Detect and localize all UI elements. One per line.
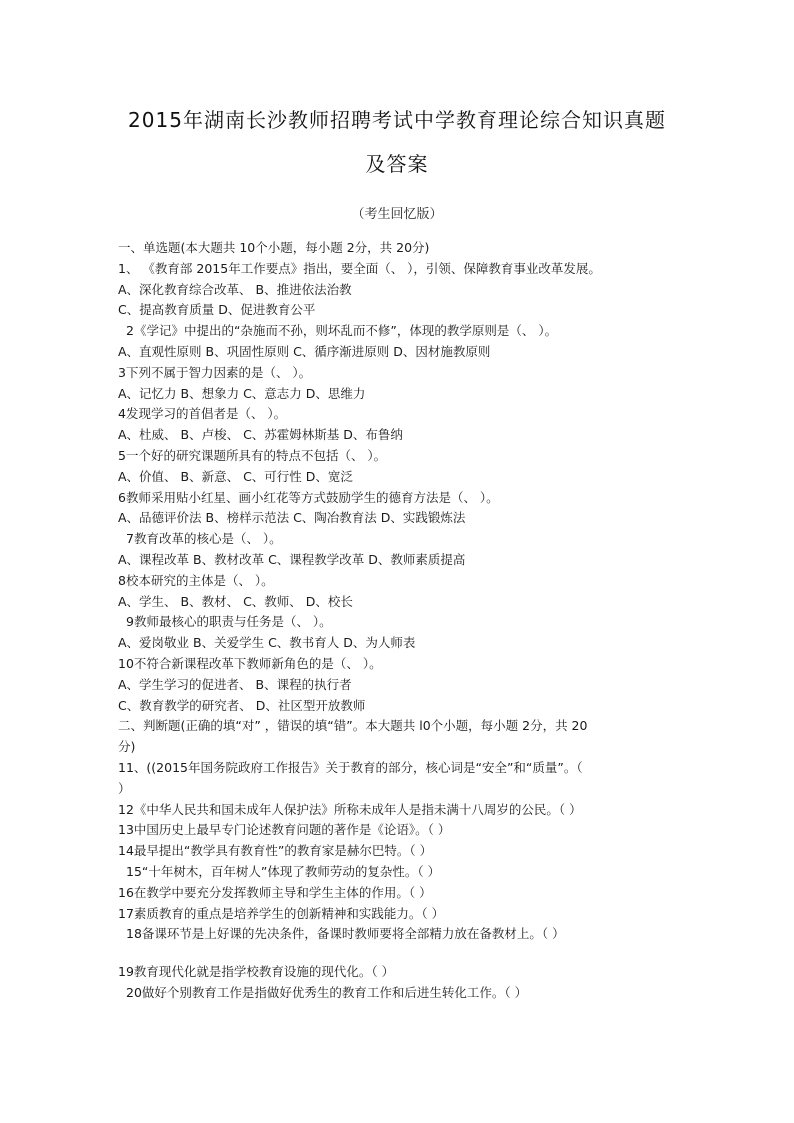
text-line: A、杜威、 B、卢梭、 C、苏霍姆林斯基 D、布鲁纳 xyxy=(118,427,403,443)
text-line: 12《中华人民共和国未成年人保护法》所称未成年人是指未满十八周岁的公民。（ ） xyxy=(118,801,582,817)
text-line: 2《学记》中提出的“杂施而不孙，则坏乱而不修”，体现的教学原则是（、 ）。 xyxy=(126,323,558,339)
text-line: A、记忆力 B、想象力 C、意志力 D、思维力 xyxy=(118,385,366,401)
text-line: 1、 《教育部 2015年工作要点》指出，要全面（、 ），引领、保障教育事业改革发展。 xyxy=(118,260,601,276)
text-line: 16在教学中要充分发挥教师主导和学生主体的作用。（ ） xyxy=(118,884,432,900)
text-line: 7教育改革的核心是（、 ）。 xyxy=(126,531,282,547)
text-line: 分) xyxy=(118,739,136,755)
text-line: 5一个好的研究课题所具有的特点不包括（、 ）。 xyxy=(118,447,387,463)
document-title: 2015年湖南长沙教师招聘考试中学教育理论综合知识真题 xyxy=(128,108,666,132)
text-line: A、品德评价法 B、榜样示范法 C、陶冶教育法 D、实践锻炼法 xyxy=(118,510,466,526)
text-line: 10不符合新课程改革下教师新角色的是（、 ）。 xyxy=(118,655,382,671)
text-line: 6教师采用贴小红星、画小红花等方式鼓励学生的德育方法是（、 ）。 xyxy=(118,489,499,505)
document-subtitle: （考生回忆版） xyxy=(351,207,443,222)
text-line: 14最早提出“教学具有教育性”的教育家是赫尔巴特。（ ） xyxy=(118,843,433,859)
text-line: 9教师最核心的职责与任务是（、 ）。 xyxy=(126,614,332,630)
text-line: A、学生、 B、教材、 C、教师、 D、校长 xyxy=(118,593,353,609)
text-line: 11、((2015年国务院政府工作报告》关于教育的部分，核心词是“安全”和“质量”。（ xyxy=(118,759,583,775)
text-line: C、提高教育质量 D、促进教育公平 xyxy=(118,302,316,318)
text-line: 17素质教育的重点是培养学生的创新精神和实践能力。（ ） xyxy=(118,905,445,921)
text-line: 8校本研究的主体是（、 ）。 xyxy=(118,572,274,588)
text-line: A、课程改革 B、教材改革 C、课程教学改革 D、教师素质提高 xyxy=(118,551,466,567)
text-line: A、直观性原则 B、巩固性原则 C、循序渐进原则 D、因材施教原则 xyxy=(118,343,491,359)
text-line: A、深化教育综合改革、 B、推进依法治教 xyxy=(118,281,352,297)
text-line: ） xyxy=(118,780,131,796)
text-line: 15“十年树木，百年树人”体现了教师劳动的复杂性。（ ） xyxy=(126,863,441,879)
text-line: 3下列不属于智力因素的是（、 ）。 xyxy=(118,364,312,380)
text-line: 20做好个别教育工作是指做好优秀生的教育工作和后进生转化工作。（ ） xyxy=(126,984,528,1000)
text-line: 13中国历史上最早专门论述教育问题的著作是《论语》。（ ） xyxy=(118,822,451,838)
text-line: A、学生学习的促进者、 B、课程的执行者 xyxy=(118,676,352,692)
text-line: 19教育现代化就是指学校教育设施的现代化。（ ） xyxy=(118,964,395,980)
blank-line xyxy=(118,945,698,962)
text-line: 一、单选题(本大题共 10个小题，每小题 2分，共 20分) xyxy=(118,240,430,255)
text-line: C、教育教学的研究者、 D、社区型开放教师 xyxy=(118,697,366,713)
text-line: 18备课环节是上好课的先决条件，备课时教师要将全部精力放在备教材上。（ ） xyxy=(126,926,565,942)
text-line: A、爱岗敬业 B、关爱学生 C、教书育人 D、为人师表 xyxy=(118,635,416,651)
document-title-continued: 及答案 xyxy=(365,152,429,176)
text-line: A、价值、 B、新意、 C、可行性 D、宽泛 xyxy=(118,468,353,484)
text-line: 二、判断题(正确的填“对” ，错误的填“错”。本大题共 l0个小题，每小题 2分，共 20 xyxy=(118,718,588,734)
text-line: 4发现学习的首倡者是（、 ）。 xyxy=(118,406,287,422)
document-body xyxy=(118,238,698,1004)
